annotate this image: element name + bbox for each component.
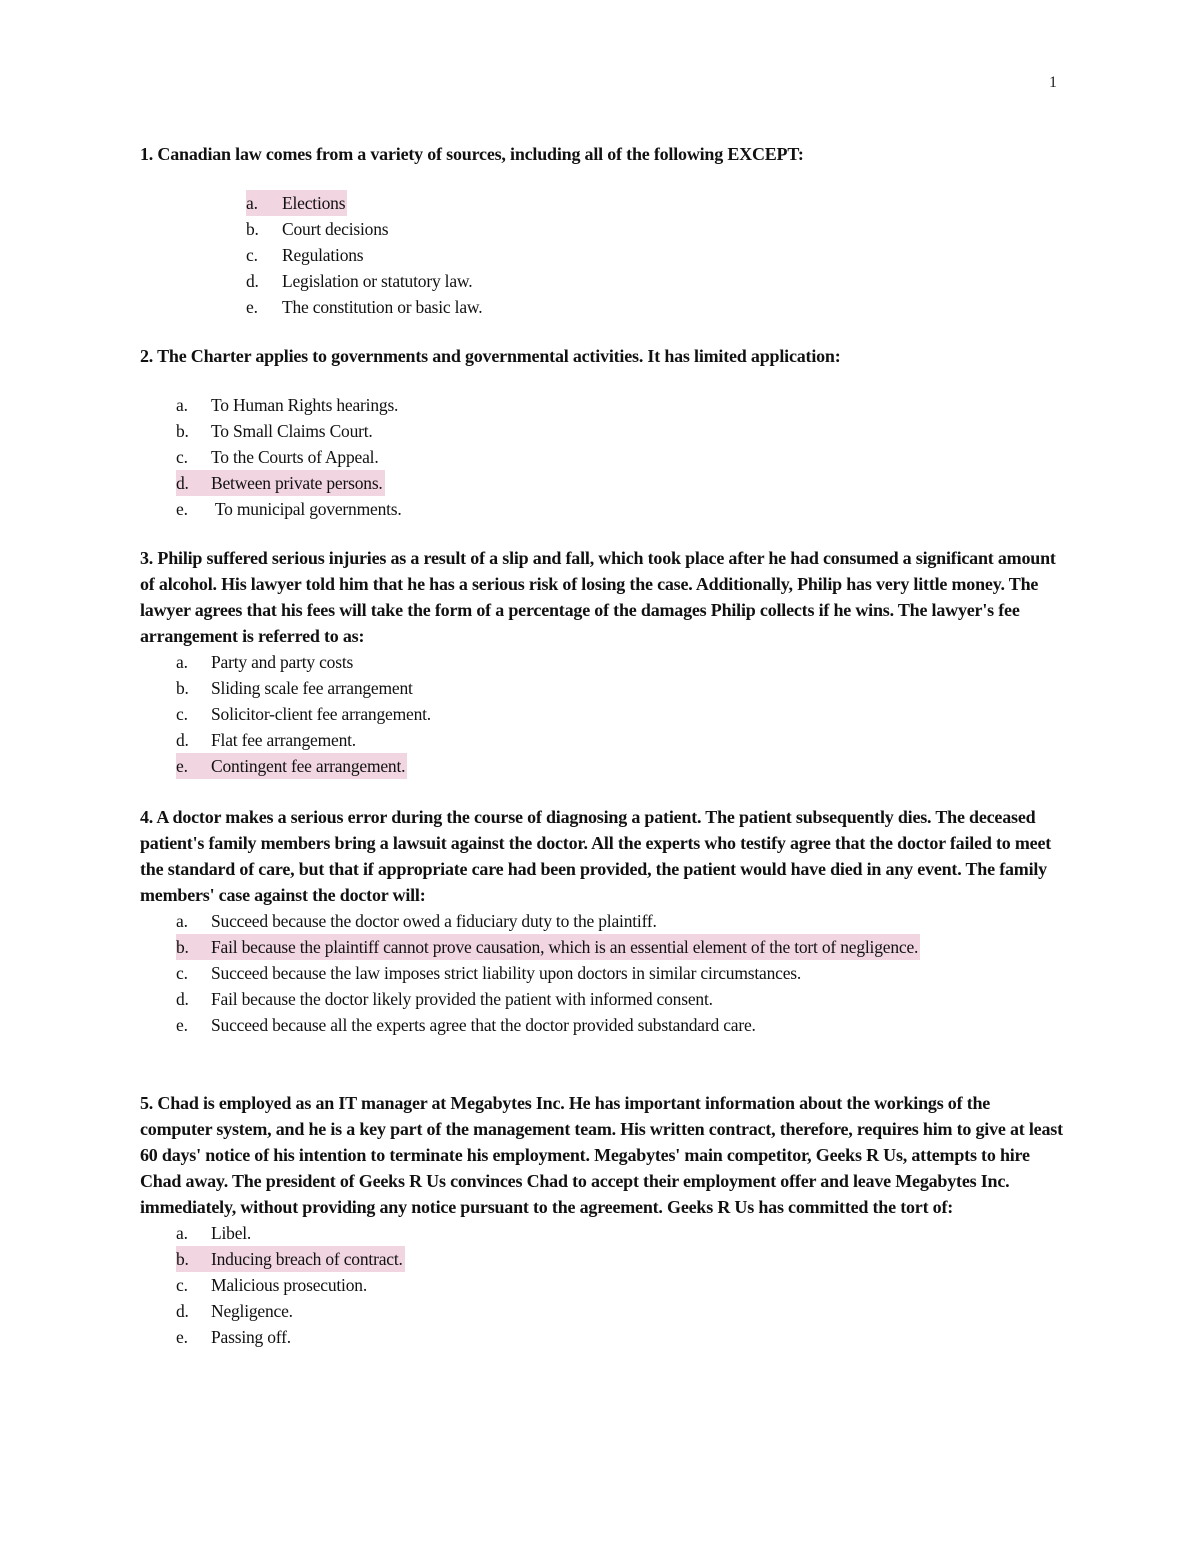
option-text: Fail because the doctor likely provided the patient with informed consent. [211,989,713,1009]
answer-option-e[interactable] [176,1324,1065,1350]
answer-option-c[interactable] [176,1272,1065,1298]
answer-option-e[interactable] [176,753,1065,779]
answer-option-b[interactable] [176,934,1065,960]
option-text: Contingent fee arrangement. [211,756,406,776]
option-letter: a. [176,652,188,672]
option-text: Malicious prosecution. [211,1275,367,1295]
option-letter: d. [176,989,189,1009]
option-text: Legislation or statutory law. [282,271,473,291]
option-text: Inducing breach of contract. [211,1249,403,1269]
question-text [140,141,1065,167]
question-2 [140,343,1065,522]
answer-options [176,392,1065,522]
question-prompt: Chad is employed as an IT manager at Megabytes Inc. He has important information about the workings of the computer system, and he is a key part of the management team. His written contract, therefore, requires him to give at least 60 days' notice of his intention to terminate his employment. Megabytes' main competitor, Geeks R Us, attempts to hire Chad away. The president of Geeks R Us convinces Chad to accept their employment offer and leave Megabytes Inc. immediately, without providing any notice pursuant to the agreement. Geeks R Us has committed the tort of: [140,1093,1063,1217]
answer-option-b[interactable] [246,216,1065,242]
question-text [140,804,1065,908]
question-5 [140,1090,1065,1350]
option-letter: c. [176,963,188,983]
option-text: Fail because the plaintiff cannot prove causation, which is an essential element of the tort of negligence. [211,937,919,957]
option-text: To the Courts of Appeal. [211,447,379,467]
option-text: Sliding scale fee arrangement [211,678,413,698]
option-text: Between private persons. [211,473,383,493]
answer-option-c[interactable] [176,701,1065,727]
option-text: To municipal governments. [211,499,402,519]
question-prompt: Canadian law comes from a variety of sources, including all of the following EXCEPT: [157,144,804,164]
option-text: Party and party costs [211,652,354,672]
answer-option-a[interactable] [176,1220,1065,1246]
option-text: Flat fee arrangement. [211,730,356,750]
option-letter: e. [176,499,188,519]
answer-option-e[interactable] [176,496,1065,522]
option-text: Libel. [211,1223,252,1243]
answer-option-b[interactable] [176,675,1065,701]
question-number: 4. [140,807,154,827]
question-prompt: The Charter applies to governments and governmental activities. It has limited application: [157,346,841,366]
answer-options [176,908,1065,1038]
option-letter: b. [176,421,189,441]
option-letter: e. [176,1015,188,1035]
answer-option-e[interactable] [176,1012,1065,1038]
answer-option-d[interactable] [176,470,1065,496]
answer-option-d[interactable] [246,268,1065,294]
option-letter: e. [176,1327,188,1347]
answer-option-b[interactable] [176,1246,1065,1272]
option-letter: c. [176,447,188,467]
option-letter: c. [176,1275,188,1295]
option-letter: e. [176,756,188,776]
answer-options [246,190,1065,320]
answer-option-a[interactable] [176,908,1065,934]
question-text [140,343,1065,369]
answer-option-d[interactable] [176,986,1065,1012]
answer-option-c[interactable] [246,242,1065,268]
question-number: 1. [140,144,154,164]
question-text [140,1090,1065,1220]
answer-option-a[interactable] [176,392,1065,418]
option-text: Succeed because the law imposes strict liability upon doctors in similar circumstances. [211,963,802,983]
option-letter: a. [176,911,188,931]
question-number: 3. [140,548,154,568]
option-letter: a. [176,1223,188,1243]
question-1 [140,141,1065,320]
option-letter: a. [176,395,188,415]
answer-option-d[interactable] [176,727,1065,753]
option-letter: d. [176,1301,189,1321]
answer-options [176,1220,1065,1350]
answer-options [176,649,1065,779]
option-text: Passing off. [211,1327,291,1347]
answer-option-b[interactable] [176,418,1065,444]
question-number: 5. [140,1093,154,1113]
question-text [140,545,1065,649]
option-letter: b. [176,678,189,698]
answer-option-a[interactable] [246,190,1065,216]
option-letter: b. [176,937,189,957]
option-text: Negligence. [211,1301,293,1321]
answer-option-c[interactable] [176,444,1065,470]
question-3 [140,545,1065,779]
option-text: Court decisions [282,219,389,239]
option-text: Succeed because all the experts agree that the doctor provided substandard care. [211,1015,756,1035]
answer-option-d[interactable] [176,1298,1065,1324]
option-text: Elections [282,193,346,213]
option-text: To Human Rights hearings. [211,395,399,415]
answer-option-a[interactable] [176,649,1065,675]
option-text: To Small Claims Court. [211,421,373,441]
question-prompt: Philip suffered serious injuries as a result of a slip and fall, which took place after he had consumed a significant amount of alcohol. His lawyer told him that he has a serious risk of losing the case. Additionally, Philip has very little money. The lawyer agrees that his fees will take the form of a percentage of the damages Philip collects if he wins. The lawyer's fee arrangement is referred to as: [140,548,1056,646]
question-4 [140,804,1065,1038]
option-letter: c. [246,245,258,265]
option-letter: e. [246,297,258,317]
option-text: Succeed because the doctor owed a fiduciary duty to the plaintiff. [211,911,657,931]
option-text: The constitution or basic law. [282,297,483,317]
question-prompt: A doctor makes a serious error during the course of diagnosing a patient. The patient subsequently dies. The deceased patient's family members bring a lawsuit against the doctor. All the experts who testify agree that the doctor failed to meet the standard of care, but that if appropriate care had been provided, the patient would have died in any event. The family members' case against the doctor will: [140,807,1052,905]
option-letter: d. [246,271,259,291]
option-text: Solicitor-client fee arrangement. [211,704,431,724]
question-number: 2. [140,346,154,366]
page-number: 1 [1049,74,1057,91]
option-text: Regulations [282,245,364,265]
answer-option-c[interactable] [176,960,1065,986]
option-letter: d. [176,730,189,750]
option-letter: a. [246,193,258,213]
answer-option-e[interactable] [246,294,1065,320]
option-letter: d. [176,473,189,493]
option-letter: c. [176,704,188,724]
option-letter: b. [176,1249,189,1269]
option-letter: b. [246,219,259,239]
